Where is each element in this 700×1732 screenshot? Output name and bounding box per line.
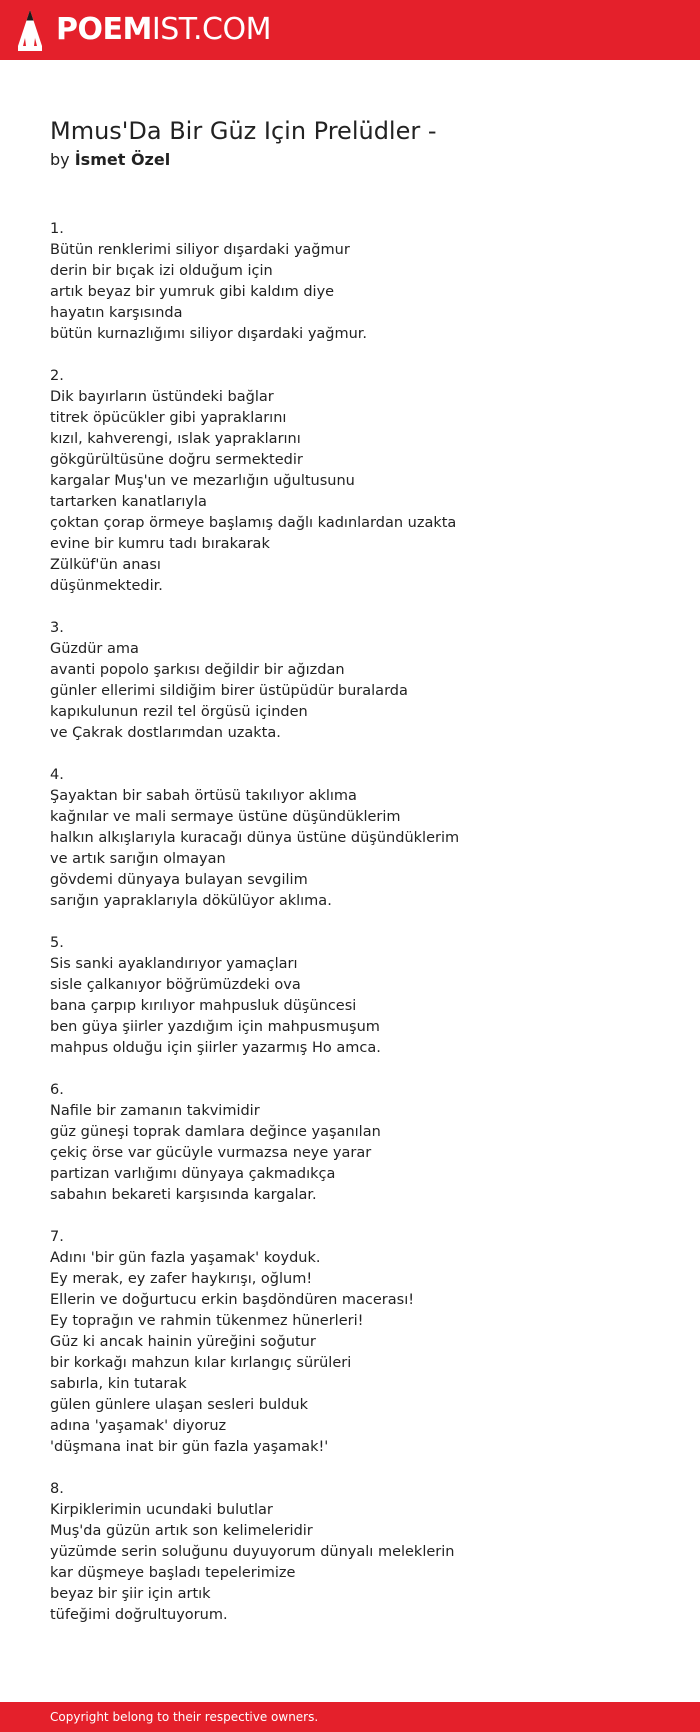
poem-line: gülen günlere ulaşan sesleri bulduk (50, 1397, 308, 1413)
poem-line: Bütün renklerimi siliyor dışardaki yağmur (50, 242, 350, 258)
pencil-tip-icon (16, 8, 44, 52)
poem-stanza (50, 933, 670, 1059)
stanza-number: 8. (50, 1481, 64, 1497)
poem-line: Muş'da güzün artık son kelimeleridir (50, 1523, 313, 1539)
by-label: by (50, 150, 70, 169)
stanza-number: 2. (50, 368, 64, 384)
stanza-number: 5. (50, 935, 64, 951)
site-logo-link[interactable] (16, 8, 271, 52)
poem-stanza (50, 366, 670, 597)
poem-line: Ey toprağın ve rahmin tükenmez hünerleri! (50, 1313, 364, 1329)
poem-line: gövdemi dünyaya bulayan sevgilim (50, 872, 308, 888)
stanza-number: 1. (50, 221, 64, 237)
site-footer (0, 1702, 700, 1732)
poem-line: beyaz bir şiir için artık (50, 1586, 211, 1602)
poem-line: günler ellerimi sildiğim birer üstüpüdür buralarda (50, 683, 408, 699)
poem-line: titrek öpücükler gibi yapraklarını (50, 410, 287, 426)
poem-line: Nafile bir zamanın takvimidir (50, 1103, 260, 1119)
poem-line: bütün kurnazlığımı siliyor dışardaki yağmur. (50, 326, 368, 342)
poem-line: çekiç örse var gücüyle vurmazsa neye yarar (50, 1145, 372, 1161)
poem-line: kargalar Muş'un ve mezarlığın uğultusunu (50, 473, 355, 489)
logo-text-light: IST.COM (151, 12, 271, 47)
poem-line: sabahın bekareti karşısında kargalar. (50, 1187, 317, 1203)
poem-line: düşünmektedir. (50, 578, 163, 594)
poem-author: İsmet Özel (74, 150, 171, 169)
poem-line: kağnılar ve mali sermaye üstüne düşündüklerim (50, 809, 401, 825)
poem-body (50, 219, 670, 1647)
poem-line: Kirpiklerimin ucundaki bulutlar (50, 1502, 273, 1518)
poem-line: ve artık sarığın olmayan (50, 851, 226, 867)
poem-line: kızıl, kahverengi, ıslak yapraklarını (50, 431, 301, 447)
poem-line: hayatın karşısında (50, 305, 183, 321)
poem-line: Zülküf'ün anası (50, 557, 161, 573)
poem-line: Ellerin ve doğurtucu erkin başdöndüren macerası! (50, 1292, 415, 1308)
poem-line: sisle çalkanıyor böğrümüzdeki ova (50, 977, 301, 993)
stanza-number: 4. (50, 767, 64, 783)
poem-line: Adını 'bir gün fazla yaşamak' koyduk. (50, 1250, 321, 1266)
poem-line: mahpus olduğu için şiirler yazarmış Ho amca. (50, 1040, 381, 1056)
stanza-number: 7. (50, 1229, 64, 1245)
poem-line: tüfeğimi doğrultuyorum. (50, 1607, 228, 1623)
poem-line: bana çarpıp kırılıyor mahpusluk düşüncesi (50, 998, 357, 1014)
poem-line: Güz ki ancak hainin yüreğini soğutur (50, 1334, 316, 1350)
poem-line: sabırla, kin tutarak (50, 1376, 187, 1392)
poem-line: gökgürültüsüne doğru sermektedir (50, 452, 303, 468)
poem-stanza (50, 1227, 670, 1458)
poem-line: evine bir kumru tadı bırakarak (50, 536, 270, 552)
poem-line: Ey merak, ey zafer haykırışı, oğlum! (50, 1271, 313, 1287)
site-header (0, 0, 700, 60)
poem-line: güz güneşi toprak damlara değince yaşanılan (50, 1124, 381, 1140)
poem-line: Güzdür ama (50, 641, 139, 657)
site-logo-text (56, 12, 271, 47)
poem-line: kar düşmeye başladı tepelerimize (50, 1565, 296, 1581)
poem-line: avanti popolo şarkısı değildir bir ağızdan (50, 662, 345, 678)
poem-line: tartarken kanatlarıyla (50, 494, 207, 510)
copyright-text: Copyright belong to their respective owners. (50, 1710, 319, 1724)
poem-line: derin bir bıçak izi olduğum için (50, 263, 273, 279)
poem-stanza (50, 1080, 670, 1206)
poem-line: sarığın yapraklarıyla dökülüyor aklıma. (50, 893, 332, 909)
poem-stanza (50, 219, 670, 345)
poem-line: ben güya şiirler yazdığım için mahpusmuşum (50, 1019, 380, 1035)
poem-line: bir korkağı mahzun kılar kırlangıç sürüleri (50, 1355, 352, 1371)
poem-line: kapıkulunun rezil tel örgüsü içinden (50, 704, 308, 720)
poem-line: adına 'yaşamak' diyoruz (50, 1418, 227, 1434)
poem-line: yüzümde serin soluğunu duyuyorum dünyalı meleklerin (50, 1544, 455, 1560)
poem-line: artık beyaz bir yumruk gibi kaldım diye (50, 284, 335, 300)
poem-stanza (50, 765, 670, 912)
poem-line: Sis sanki ayaklandırıyor yamaçları (50, 956, 298, 972)
stanza-number: 6. (50, 1082, 64, 1098)
byline (50, 149, 670, 171)
poem-stanza (50, 618, 670, 744)
poem-heading (50, 113, 670, 171)
poem-line: Dik bayırların üstündeki bağlar (50, 389, 274, 405)
logo-text-bold: POEM (56, 12, 152, 47)
poem-line: 'düşmana inat bir gün fazla yaşamak!' (50, 1439, 329, 1455)
poem-line: ve Çakrak dostlarımdan uzakta. (50, 725, 281, 741)
poem-stanza (50, 1479, 670, 1626)
poem-line: halkın alkışlarıyla kuracağı dünya üstüne düşündüklerim (50, 830, 460, 846)
stanza-number: 3. (50, 620, 64, 636)
poem-title: Mmus'Da Bir Güz Için Prelüdler - (50, 117, 437, 145)
poem-line: partizan varlığımı dünyaya çakmadıkça (50, 1166, 336, 1182)
poem-line: Şayaktan bir sabah örtüsü takılıyor aklıma (50, 788, 357, 804)
poem-line: çoktan çorap örmeye başlamış dağlı kadınlardan uzakta (50, 515, 457, 531)
